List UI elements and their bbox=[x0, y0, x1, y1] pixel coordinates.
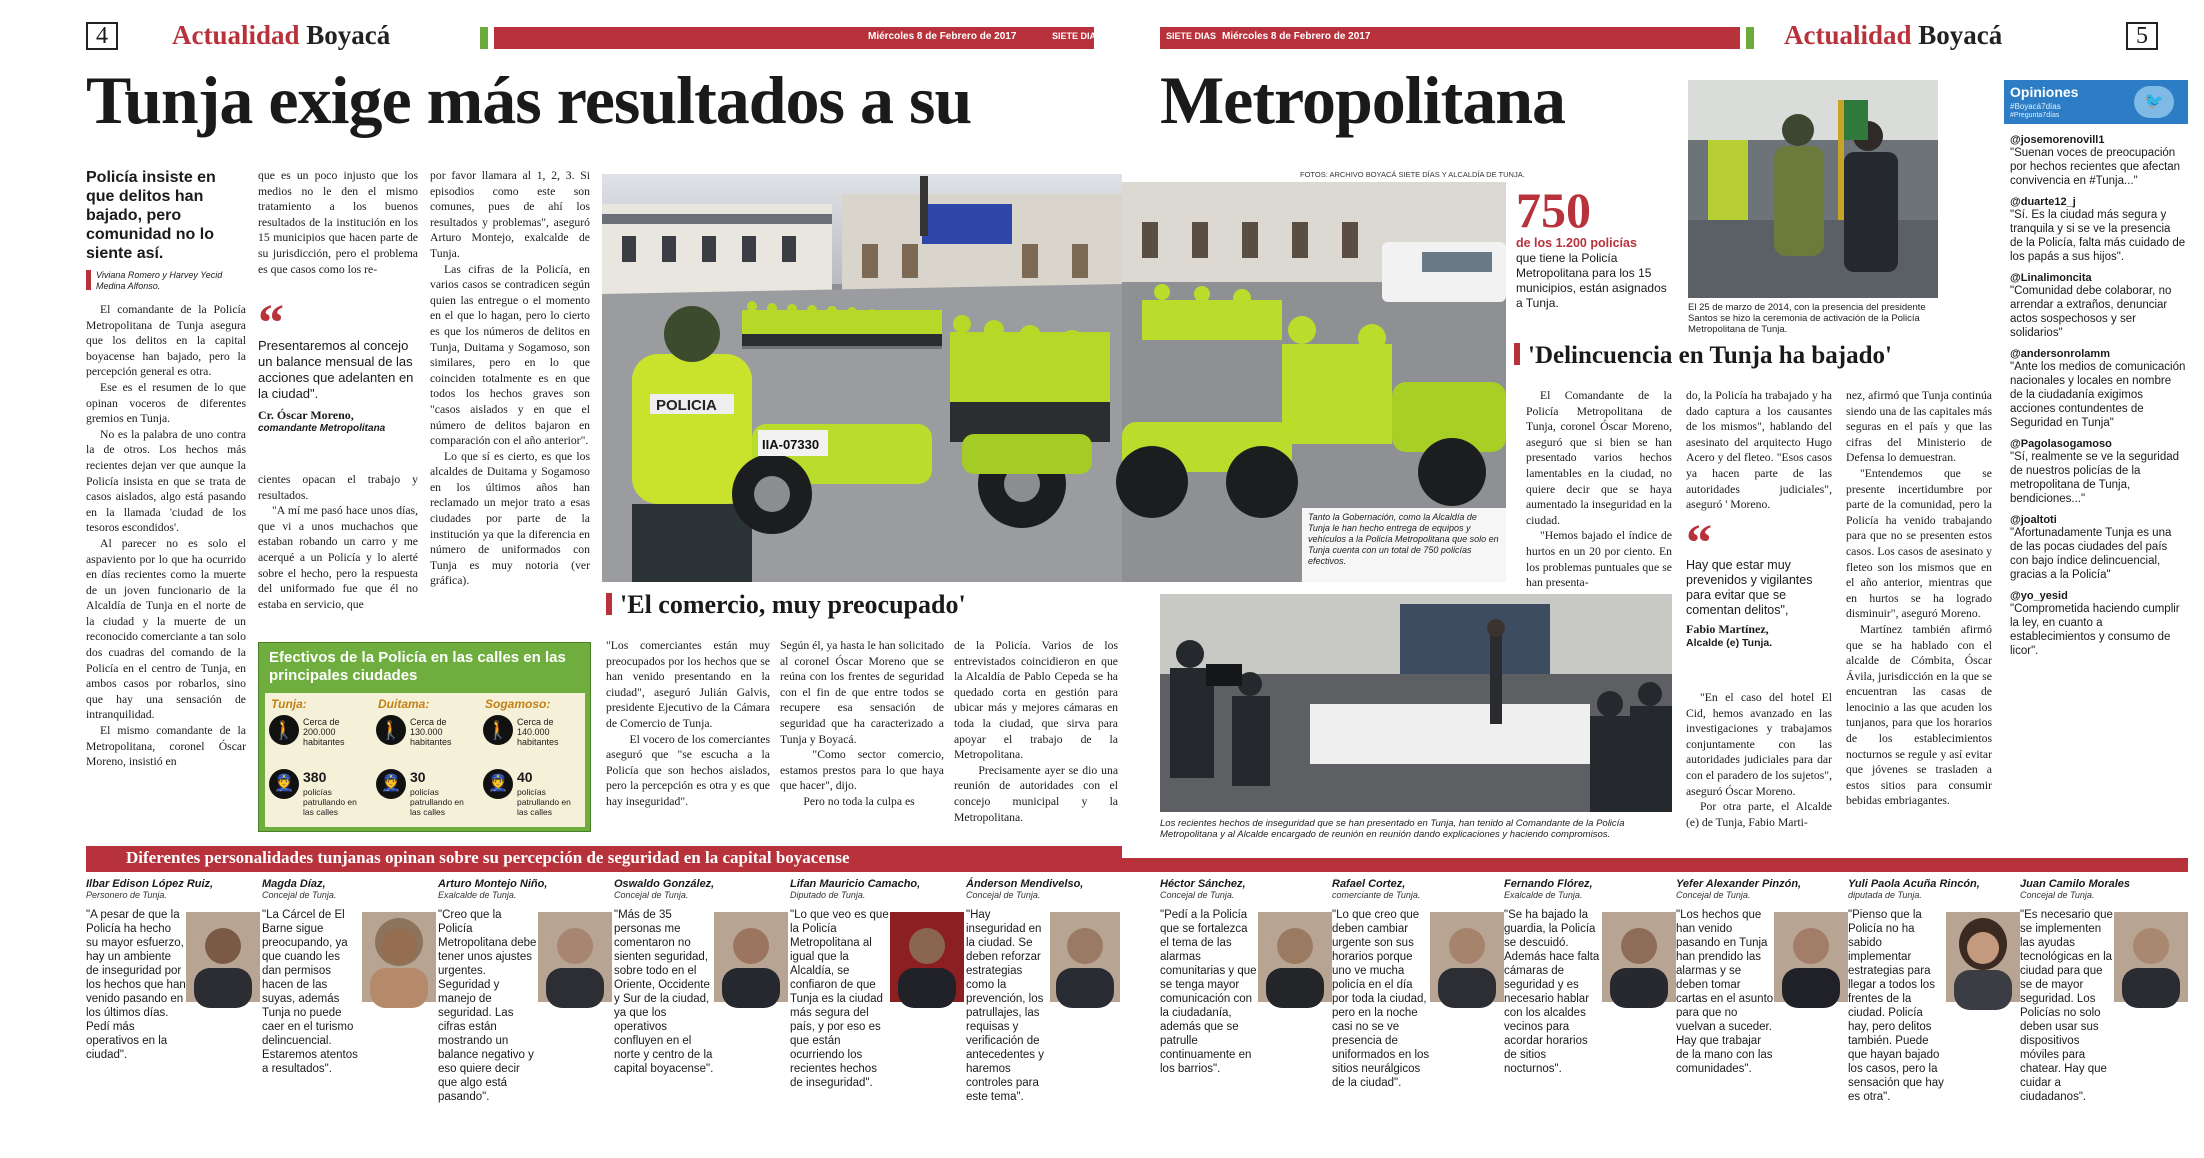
comercio-col2: Según él, ya hasta le han solicitado al coronel Óscar Moreno que se reúna con los frentes de seguridad con el fin de que entre todos se recupere esa sensación de seguridad que ha caracterizado a Tunja y Boyacá. "Como sector comercio, estamos prestos para lo que haya que hacer", dijo. Pero no toda la culpa es bbox=[780, 639, 945, 808]
headline-left: Tunja exige más resultados a su bbox=[86, 62, 972, 138]
subhead-comercio: 'El comercio, muy preocupado' bbox=[606, 590, 966, 620]
tweet: @andersonrolamm "Ante los medios de comunicación nacionales y locales en nombre de la ciudadanía exigimos acciones contundentes de Seguridad en Tunja" bbox=[2010, 348, 2186, 429]
section-title-right: Actualidad Boyacá bbox=[1784, 20, 2003, 50]
tweet: @joaltoti "Afortunadamente Tunja es una de las pocas ciudades del país con bajo índice delincuencial, gracias a la Policía" bbox=[2010, 514, 2172, 581]
comercio-col1: "Los comerciantes están muy preocupados por los hechos que se han venido presentando en la ciudad", aseguró Julián Galvis, presidente Ejecutivo de la Cámara de Comercio de Tunja. El vocero de los comerciantes aseguró que "se escucha a la Policía que son hechos aislados, pero la percepción es otra y es que hay inseguridad". bbox=[606, 639, 770, 808]
brand-left: SIETE DIAS bbox=[1052, 31, 1103, 41]
right-col3: nez, afirmó que Tunja continúa siendo una de las capitales más seguras en el país y que las cifras del Ministerio de Defensa lo demuestran. "Entendemos que se presente incertidumbre por parte de la comunidad, pero la Policía ha venido trabajando para que no se presenten estos casos. Los casos de asesinato y fleteo son los mismos que en el año anterior, mientras que en hurtos se ha logrado disminuir", aseguró Moreno. Martínez también afirmó que se ha hablado con el alcalde de Cómbita, Óscar Ávila, jurisdicción en la que se encuentran las casas de lenocinio a las que acuden los tunjanos, para que los horarios de los establecimientos nocturnos se regule y así evitar que jóvenes se trasladen a estos sitios para consumir bebidas embriagantes. bbox=[1846, 389, 1992, 808]
person-card: Héctor Sánchez, Concejal de Tunja. "Pedí a la Policía que se fortalezca el tema de las alarmas comunitarias y que se tenga mayor comunicación con la ciudadanía, además que se patrulle continuamente en los barrios". bbox=[1160, 878, 1332, 1158]
green-accent bbox=[1746, 27, 1754, 49]
left-col1: El comandante de la Policía Metropolitana de Tunja asegura que los delitos en la capital boyacense han bajado, pero la percepción general es otra. Ese es el resumen de lo que opinan voceros de diferentes gremios en Tunja. No es la palabra de uno contra la de otros. Los hechos más recientes dejan ver que aunque la Policía insista en que se trata de casos aislados, algo está pasando en la llamada 'ciudad de los tesoros escondidos'. Al parecer no es solo el aspaviento por lo que ha ocurrido en días recientes como la muerte de un joven funcionario de la Alcaldía de Tunja en el norte de la ciudad y la muerte de un reconocido comerciante a tan solo dos cuadras del comando de la Policía en el centro de Tunja, en ambos casos por robarlos, sino que hay una sensación de intranquilidad. El mismo comandante de la Metropolitana, coronel Óscar Moreno, insistió en bbox=[86, 303, 246, 769]
tweets-list bbox=[2010, 126, 2186, 830]
tweet: @josemorenovill1 "Suenan voces de preocupación por hechos recientes que afectan convivencia en #Tunja..." bbox=[2010, 134, 2181, 187]
headshot bbox=[1050, 912, 1120, 1002]
date-left: Miércoles 8 de Febrero de 2017 bbox=[868, 31, 1017, 42]
police-infographic bbox=[258, 642, 591, 832]
headshot bbox=[1774, 912, 1848, 1002]
person-card: Arturo Montejo Niño, Exalcalde de Tunja. "Creo que la Policía Metropolitana debe tener unos ajustes urgentes. Seguridad y manejo de seguridad. Las cifras están mostrando un balance negativo y eso quiere decir que algo está pasando". bbox=[438, 878, 614, 1158]
left-col3: por favor llamara al 1, 2, 3. Si episodios como este son comunes, pues de ahí los resultados y problemas", aseguró Arturo Montejo, exalcalde de Tunja. Las cifras de la Policía, en varios casos se contradicen según quien las entregue o el momento en el que lo hagan, pero lo cierto es que los números de delitos en Tunja, Duitama y Sogamoso, son similares, pero en lo que coinciden totalmente es en que todos los hechos graves son "casos aislados y en que el número de delitos bajaron en comparación con el año anterior". Lo que sí es cierto, es que los alcaldes de Duitama y Sogamoso en los últimos años han reclamado un mejor trato a esas ciudades por parte de la institución ya que la diferencia en número de uniformados con Tunja es muy notoria (ver gráfica). bbox=[430, 169, 590, 588]
people-bar-left bbox=[86, 846, 1122, 872]
people-left bbox=[86, 878, 1122, 1120]
headshot bbox=[362, 912, 436, 1002]
ceremony-caption: El 25 de marzo de 2014, con la presencia del presidente Santos se hizo la ceremonia de activación de la Policía Metropolitana de Tunja. bbox=[1688, 302, 1926, 335]
photo-credit: FOTOS: ARCHIVO BOYACÁ SIETE DÍAS Y ALCALDÍA DE TUNJA. bbox=[1300, 170, 1525, 179]
tweet: @duarte12_j "Sí. Es la ciudad más segura y tranquila y si se ve la presencia de la Policía, falta más cuidado de los papás a sus hijos". bbox=[2010, 196, 2186, 263]
police-formation-photo bbox=[602, 174, 1122, 582]
person-card: Juan Camilo Morales Concejal de Tunja. "Es necesario que se implementen las ayudas tecnológicas en la ciudad para que se de mayor seguridad. Los Policías no solo deben usar sus dispositivos móviles para chatear. Hay que cuidar a ciudadanos". bbox=[2020, 878, 2188, 1158]
page-number-left: 4 bbox=[86, 22, 118, 50]
meeting-photo bbox=[1160, 594, 1672, 812]
city-tunja: Tunja: 🚶 Cerca de 200.000 habitantes 👮 380 policías patrullando en las calles bbox=[271, 697, 357, 817]
headshot bbox=[1602, 912, 1676, 1002]
brand-right: SIETE DIAS bbox=[1166, 31, 1217, 41]
stat-box: 750 de los 1.200 policías que tiene la Policía Metropolitana para los 15 municipios, están asignados a Tunja. bbox=[1516, 184, 1676, 311]
headshot bbox=[1430, 912, 1504, 1002]
police-back-label: POLICIA bbox=[656, 397, 717, 414]
infographic-cities bbox=[265, 693, 585, 827]
headline-right: Metropolitana bbox=[1160, 62, 1566, 138]
person-card: Fernando Flórez, Exalcalde de Tunja. "Se ha bajado la guardia, la Policía se descuidó. Además hace falta cámaras de seguridad y es necesario hablar con los alcaldes vecinos para acordar horarios de sitios nocturnos". bbox=[1504, 878, 1676, 1158]
tweet: @Pagolasogamoso "Sí, realmente se ve la seguridad de nuestros policías de la metropolitana de Tunja, bendiciones..." bbox=[2010, 438, 2180, 505]
people-right bbox=[1160, 878, 2188, 1120]
quote-mark-icon: “ bbox=[258, 295, 284, 352]
section-title-left: Actualidad Boyacá bbox=[172, 20, 391, 50]
headshot bbox=[1946, 912, 2020, 1002]
person-card: Ánderson Mendivelso, Concejal de Tunja. "Hay inseguridad en la ciudad. Se deben reforzar estrategias como la prevención, los patrullajes, las requisas y verificación de antecedentes y haremos controles para este tema". bbox=[966, 878, 1122, 1158]
headshot bbox=[538, 912, 612, 1002]
person-card: Oswaldo González, Concejal de Tunja. "Más de 35 personas me comentaron no sienten seguridad, sobre todo en el Oriente, Occidente y Sur de la ciudad, ya que los operativos confluyen en el norte y centro de la capital boyacense". bbox=[614, 878, 790, 1158]
comercio-col3: de la Policía. Varios de los entrevistados coincidieron en que la Alcaldía de Pablo Cepeda se ha quedado corta en gestión para ubicar más y mejores cámaras en toda la ciudad, que sirva para apoyar el trabajo de la Metropolitana. Precisamente ayer se dio una reunión de autoridades con el concejo municipal y la Metropolitana. bbox=[954, 639, 1119, 824]
opinions-header: Opiniones #Boyacá7días #Pregunta7días 🐦 bbox=[2004, 80, 2188, 124]
people-bar-title: Diferentes personalidades tunjanas opinan sobre su percepción de seguridad en la capital boyacense bbox=[126, 848, 850, 867]
ceremony-photo bbox=[1688, 80, 1938, 298]
right-col2-top: do, la Policía ha trabajado y ha dado captura a los causantes de los mismos", hablando del asesinato del arquitecto Hugo Acero y del fleteo. "Esos casos ya hacen parte de las autoridades judiciales", aseguró ' Moreno. bbox=[1686, 389, 1832, 512]
tweet: @Linalimoncita "Comunidad debe colaborar, no arrendar a extraños, denunciar actos sospechosos y ser solidarios" bbox=[2010, 272, 2172, 339]
police-officer-icon: 👮 bbox=[269, 769, 299, 799]
city-duitama: Duitama: 🚶 Cerca de 130.000 habitantes 👮 30 policías patrullando en las calles bbox=[378, 697, 464, 817]
page-number-right: 5 bbox=[2126, 22, 2158, 50]
headshot bbox=[890, 912, 964, 1002]
byline-marker bbox=[86, 270, 91, 290]
opinions-sidebar bbox=[2004, 80, 2188, 834]
quote-mark-icon: “ bbox=[1686, 515, 1712, 572]
headshot bbox=[2114, 912, 2188, 1002]
police-vehicles-photo bbox=[1122, 182, 1506, 582]
person-card: Magda Díaz, Concejal de Tunja. "La Cárcel de El Barne sigue preocupando, ya que cuando les dan permisos hacen de las suyas, además Tunja no puede caer en el turismo delincuencial. Estaremos atentos a resultados". bbox=[262, 878, 438, 1158]
pullquote-right: “ Hay que estar muy prevenidos y vigilantes para evitar que se comentan delitos", Fabio Martínez, Alcalde (e) Tunja. bbox=[1686, 524, 1832, 649]
pullquote-left: “ Presentaremos al concejo un balance mensual de las acciones que adelanten en la ciudad". Cr. Óscar Moreno, comandante Metropolitana bbox=[258, 304, 418, 434]
left-col2-bottom: cientes opacan el trabajo y resultados. "A mí me pasó hace unos días, que vi a unos muchachos que estaban robando un carro y me acerqué a un Policía y lo alerté sobre el hecho, pero la respuesta del uniformado fue que él no estaba en servicio, que bbox=[258, 473, 418, 611]
police-officer-icon: 👮 bbox=[483, 769, 513, 799]
bird-icon: 🐦 bbox=[2134, 86, 2174, 118]
green-accent bbox=[480, 27, 488, 49]
subhead-delincuencia: 'Delincuencia en Tunja ha bajado' bbox=[1514, 342, 1892, 370]
license-plate: IIA-07330 bbox=[762, 437, 820, 452]
headshot bbox=[1258, 912, 1332, 1002]
left-col2-top: que es un poco injusto que los medios no le den el mismo tratamiento a los buenos resultados de la institución en los 15 municipios que hacen parte de su jurisdicción, pero el problema es que casos como los re- bbox=[258, 169, 418, 276]
right-col2-bottom: "En el caso del hotel El Cid, hemos avanzado en las investigaciones y trabajamos conjuntamente con las autoridades judiciales para dar con el paradero de los sujetos", aseguró Óscar Moreno. Por otra parte, el Alcalde (e) de Tunja, Fabio Marti- bbox=[1686, 691, 1832, 829]
byline: Viviana Romero y Harvey Yecid Medina Alfonso. bbox=[96, 270, 223, 291]
person-walking-icon: 🚶 bbox=[483, 715, 513, 745]
date-right: Miércoles 8 de Febrero de 2017 bbox=[1222, 31, 1371, 42]
right-col1: El Comandante de la Policía Metropolitana de Tunja, coronel Óscar Moreno, aseguró que si bien se han presentado varios hechos lamentables en la ciudad, no quiere decir que se haya aumentado la inseguridad en la ciudad. "Hemos bajado el índice de hurtos en un 20 por ciento. En los problemas puntuales que se han presenta- bbox=[1526, 389, 1672, 590]
stat-number: 750 bbox=[1516, 182, 1591, 238]
headshot bbox=[714, 912, 788, 1002]
police-officer-icon: 👮 bbox=[376, 769, 406, 799]
person-walking-icon: 🚶 bbox=[376, 715, 406, 745]
people-bar-right bbox=[1122, 858, 2188, 872]
photo-caption-box: Tanto la Gobernación, como la Alcaldía de Tunja le han hecho entrega de equipos y vehículos a la Policía Metropolitana que solo en Tunja cuenta con un total de 750 policías efectivos. bbox=[1302, 508, 1506, 582]
tweet: @yo_yesid "Comprometida haciendo cumplir la ley, en cuanto a establecimientos y consumo de licor". bbox=[2010, 590, 2180, 657]
person-card: Yuli Paola Acuña Rincón, diputada de Tunja. "Pienso que la Policía no ha sabido implementar estrategias para llegar a todos los frentes de la ciudad. Policía hay, pero delitos también. Puede que hayan bajado los casos, pero la sensación que hay es otra". bbox=[1848, 878, 2020, 1158]
person-card: Yefer Alexander Pinzón, Concejal de Tunja. "Los hechos que han venido pasando en Tunja han prendido las alarmas y se deben tomar cartas en el asunto para que no vuelvan a suceder. Hay que trabajar de la mano con las comunidades". bbox=[1676, 878, 1848, 1158]
person-card: Ilbar Edison López Ruiz, Personero de Tunja. "A pesar de que la Policía ha hecho su mayor esfuerzo, hay un ambiente de inseguridad por los hechos que han venido pasando en los últimos días. Pedí más operativos en la ciudad". bbox=[86, 878, 262, 1158]
meeting-caption: Los recientes hechos de inseguridad que se han presentado en Tunja, han tenido al Comandante de la Policía Metropolitana y al Alcalde encargado de reunión en reunión dando explicaciones y haciendo compromisos. bbox=[1160, 818, 1625, 840]
person-walking-icon: 🚶 bbox=[269, 715, 299, 745]
infographic-title: Efectivos de la Policía en las calles en las principales ciudades bbox=[269, 649, 566, 684]
person-card: Rafael Cortez, comerciante de Tunja. "Lo que creo que deben cambiar urgente son sus horarios porque uno ve mucha policía en el día por toda la ciudad, pero en la noche casi no se ve presencia de uniformados en los sitios neurálgicos de la ciudad". bbox=[1332, 878, 1504, 1158]
deck: Policía insiste en que delitos han bajado, pero comunidad no lo siente así. bbox=[86, 169, 216, 262]
person-card: Lifan Mauricio Camacho, Diputado de Tunja. "Lo que veo es que la Policía Metropolitana al igual que la Alcaldía, se confiaron de que Tunja es la ciudad más segura del país, y por eso es que están ocurriendo los recientes hechos de inseguridad". bbox=[790, 878, 966, 1158]
city-sogamoso: Sogamoso: 🚶 Cerca de 140.000 habitantes 👮 40 policías patrullando en las calles bbox=[485, 697, 571, 817]
headshot bbox=[186, 912, 260, 1002]
